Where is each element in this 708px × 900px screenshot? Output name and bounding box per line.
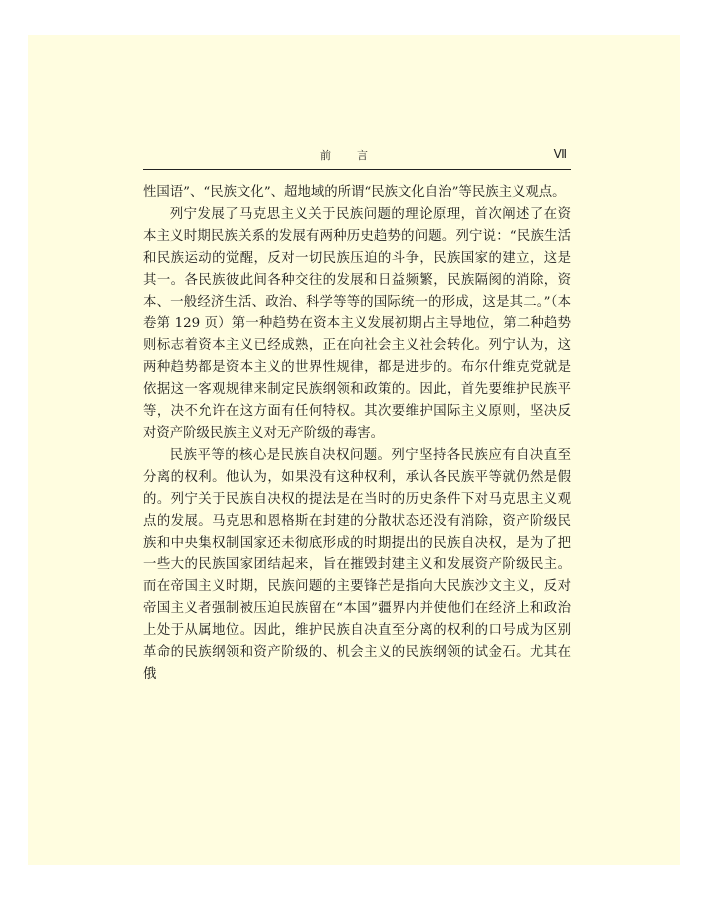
header-title: 前言 [320, 149, 394, 162]
paragraph: 民族平等的核心是民族自决权问题。列宁坚持各民族应有自决直至分离的权利。他认为，如果没有这种权利，承认各民族平等就仍然是假的。列宁关于民族自决权的提法是在当时的历史条件下对马克思主义观点的发展。马克思和恩格斯在封建的分散状态还没有消除，资产阶级民族和中央集权制国家还未彻底形成的时期提出的民族自决权，是为了把一些大的民族国家团结起来，旨在摧毁封建主义和发展资产阶级民主。而在帝国主义时期，民族问题的主要锋芒是指向大民族沙文主义，反对帝国主义者强制被压迫民族留在“本国”疆界内并使他们在经济上和政治上处于从属地位。因此，维护民族自决直至分离的权利的口号成为区别革命的民族纲领和资产阶级的、机会主义的民族纲领的试金石。尤其在俄 [143, 447, 571, 682]
paragraph: 列宁发展了马克思主义关于民族问题的理论原理，首次阐述了在资本主义时期民族关系的发展有两种历史趋势的问题。列宁说：“民族生活和民族运动的觉醒，反对一切民族压迫的斗争，民族国家的建立，这是其一。各民族彼此间各种交往的发展和日益频繁，民族隔阂的消除，资本、一般经济生活、政治、科学等等的国际统一的形成，这是其二。”（本卷第 129 页）第一种趋势在资本主义发展初期占主导地位，第二种趋势则标志着资本主义已经成熟，正在向社会主义社会转化。列宁认为，这两种趋势都是资本主义的世界性规律，都是进步的。布尔什维克党就是依据这一客观规律来制定民族纲领和政策的。因此，首先要维护民族平等，决不允许在这方面有任何特权。其次要维护国际主义原则，坚决反对资产阶级民族主义对无产阶级的毒害。 [143, 206, 571, 441]
paragraph-continued: 性国语”、“民族文化”、超地域的所谓“民族文化自治”等民族主义观点。 [143, 185, 566, 200]
page-number: Ⅶ [553, 147, 567, 161]
running-header [143, 143, 571, 170]
body-text [143, 182, 571, 686]
